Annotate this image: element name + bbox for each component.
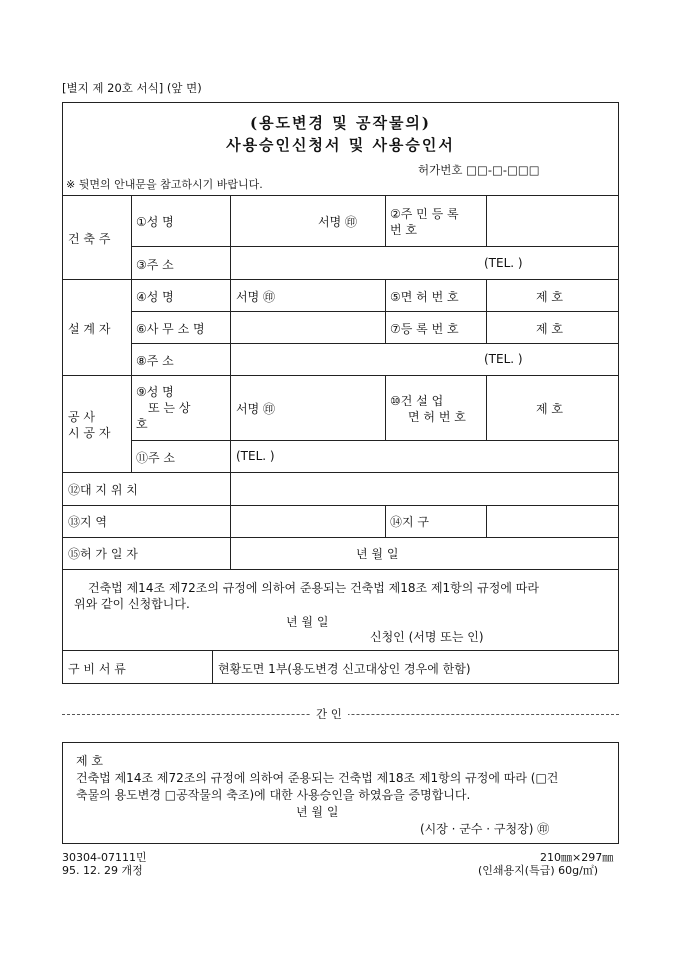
divider xyxy=(62,375,619,376)
required-documents-value: 현황도면 1부(용도변경 신고대상인 경우에 한함) xyxy=(218,662,471,676)
certificate-number: 제 호 xyxy=(76,754,103,768)
divider xyxy=(62,537,619,538)
divider xyxy=(486,505,487,537)
divider xyxy=(385,195,386,246)
form-label: [별지 제 20호 서식] (앞 면) xyxy=(62,81,202,95)
designer-office-label: ⑥사 무 소 명 xyxy=(136,322,205,336)
divider xyxy=(131,343,619,344)
owner-group-label: 건 축 주 xyxy=(68,232,111,246)
divider xyxy=(385,375,386,440)
designer-registration-number[interactable]: 제 호 xyxy=(536,322,563,336)
divider xyxy=(212,650,213,684)
permit-date-value[interactable]: 년 월 일 xyxy=(356,547,399,561)
owner-tel[interactable]: (TEL. ) xyxy=(484,256,523,270)
contractor-group-label: 공 사 xyxy=(68,410,95,424)
site-district-label: ⑭지 구 xyxy=(390,515,429,529)
owner-signature[interactable]: 서명 ㊞ xyxy=(318,215,357,229)
divider xyxy=(62,279,619,280)
certificate-issuer: (시장 · 군수 · 구청장) ㊞ xyxy=(420,822,550,836)
contractor-license-label: ⑩건 설 업 xyxy=(390,394,444,408)
owner-name-label: ①성 명 xyxy=(136,215,174,229)
site-land-label: ⑬지 역 xyxy=(68,515,107,529)
declaration-text: 위와 같이 신청합니다. xyxy=(74,597,190,611)
form-title-line2: 사용승인신청서 및 사용승인서 xyxy=(226,136,455,154)
form-code: 30304-07111민 xyxy=(62,851,147,864)
certificate-text: 건축법 제14조 제72조의 규정에 의하여 준용되는 건축법 제18조 제1항의 규정에 따라 (□건 xyxy=(76,771,559,785)
designer-group-label: 설 계 자 xyxy=(68,322,111,336)
declaration-text: 건축법 제14조 제72조의 규정에 의하여 준용되는 건축법 제18조 제1항의 규정에 따라 xyxy=(88,581,539,595)
divider xyxy=(62,195,619,196)
declaration-date[interactable]: 년 월 일 xyxy=(286,615,329,629)
designer-registration-label: ⑦등 록 번 호 xyxy=(390,322,459,336)
form-title-line1: (용도변경 및 공작물의) xyxy=(249,114,432,132)
reference-note: ※ 뒷면의 안내문을 참고하시기 바랍니다. xyxy=(66,178,263,191)
paper-type: (인쇄용지(특급) 60g/㎡) xyxy=(478,864,599,877)
cut-line-label: 간 인 xyxy=(310,706,348,722)
designer-license-label: ⑤면 허 번 호 xyxy=(390,290,459,304)
owner-address-label: ③주 소 xyxy=(136,258,174,272)
divider xyxy=(62,505,619,506)
owner-rrn-label: ②주 민 등 록 xyxy=(390,207,459,221)
permit-number: 허가번호 □□-□-□□□ xyxy=(418,163,540,177)
divider xyxy=(486,279,487,343)
designer-signature[interactable]: 서명 ㊞ xyxy=(236,290,275,304)
divider xyxy=(131,195,132,472)
contractor-address-label: ⑪주 소 xyxy=(136,451,175,465)
contractor-license-number[interactable]: 제 호 xyxy=(536,402,563,416)
paper-size: 210㎜×297㎜ xyxy=(540,851,614,864)
divider xyxy=(62,650,619,651)
applicant-signature[interactable]: 신청인 (서명 또는 인) xyxy=(370,630,484,644)
contractor-tel[interactable]: (TEL. ) xyxy=(236,449,275,463)
contractor-group-label: 시 공 자 xyxy=(68,426,111,440)
divider xyxy=(486,375,487,440)
divider xyxy=(230,195,231,569)
certificate-text: 축물의 용도변경 □공작물의 축조)에 대한 사용승인을 하였음을 증명합니다. xyxy=(76,788,471,802)
divider xyxy=(385,279,386,343)
divider xyxy=(131,311,619,312)
required-documents-label: 구 비 서 류 xyxy=(68,662,126,676)
contractor-name-label: ⑨성 명 xyxy=(136,385,174,399)
contractor-name-label: 또 는 상 xyxy=(148,401,191,415)
contractor-name-label: 호 xyxy=(136,417,148,431)
contractor-license-label: 면 허 번 호 xyxy=(408,410,466,424)
contractor-signature[interactable]: 서명 ㊞ xyxy=(236,402,275,416)
certificate-date: 년 월 일 xyxy=(296,805,339,819)
site-location-label: ⑫대 지 위 치 xyxy=(68,483,138,497)
divider xyxy=(131,440,619,441)
owner-rrn-label: 번 호 xyxy=(390,223,417,237)
designer-name-label: ④성 명 xyxy=(136,290,174,304)
revision-date: 95. 12. 29 개정 xyxy=(62,864,143,877)
divider xyxy=(131,246,619,247)
designer-tel[interactable]: (TEL. ) xyxy=(484,352,523,366)
divider xyxy=(385,505,386,537)
permit-date-label: ⑮허 가 일 자 xyxy=(68,547,138,561)
divider xyxy=(62,472,619,473)
designer-address-label: ⑧주 소 xyxy=(136,354,174,368)
divider xyxy=(62,569,619,570)
divider xyxy=(486,195,487,246)
designer-license-number[interactable]: 제 호 xyxy=(536,290,563,304)
